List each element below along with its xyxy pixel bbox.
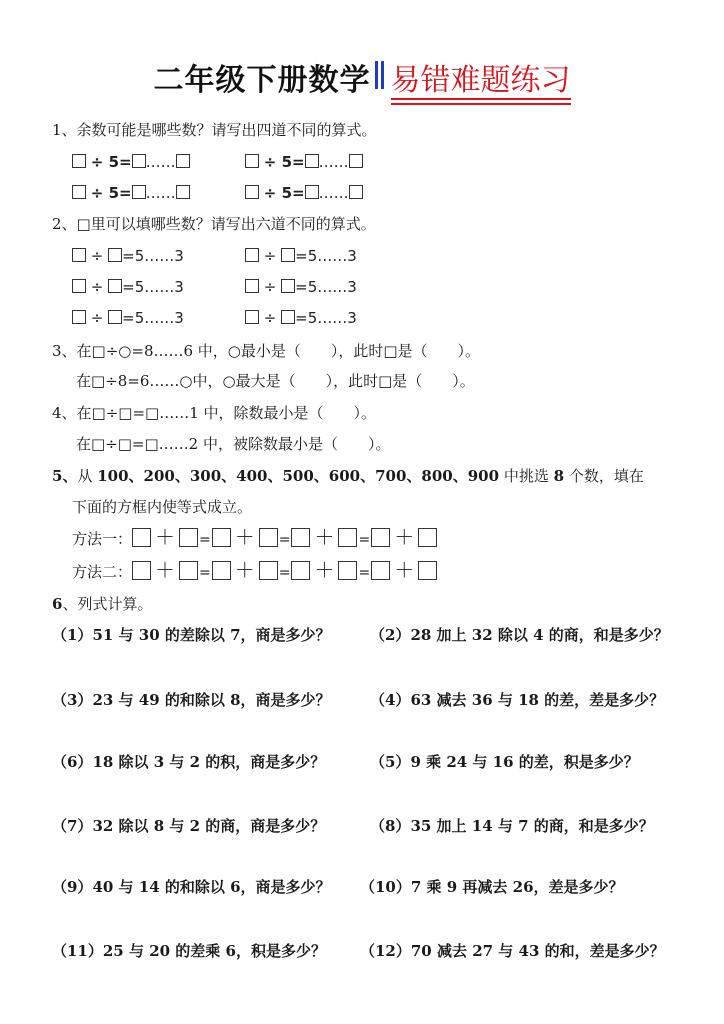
blank-box[interactable] [108,279,122,293]
blank-box[interactable] [72,154,86,168]
q2-prompt: 2、□里可以填哪些数？请写出六道不同的算式。 [52,215,376,233]
blank-box[interactable] [176,154,190,168]
q1-equation: ÷ 5= …… [72,183,190,203]
blank-box[interactable] [259,561,278,580]
blank-box[interactable] [72,248,86,262]
q3-line1: 3、在□÷○=8……6 中，○最小是（ ），此时□是（ ）。 [52,342,481,360]
q6-item-7: （7）32 除以 8 与 2 的商，商是多少？ [52,817,326,835]
blank-box[interactable] [108,310,122,324]
blank-box[interactable] [349,154,363,168]
q6-item-5: （5）9 乘 24 与 16 的差，积是多少？ [370,753,639,771]
title-grade: 二年级下册数学 [153,63,371,98]
blank-box[interactable] [245,310,259,324]
q4-line2: 在□÷□=□……2 中，被除数最小是（ ）。 [76,435,391,453]
blank-box[interactable] [281,248,295,262]
blank-box[interactable] [291,561,310,580]
blank-box[interactable] [291,528,310,547]
q5-method2: 方法二： ＋ = ＋ = ＋ = ＋ [72,560,437,583]
blank-box[interactable] [132,528,151,547]
blank-box[interactable] [418,561,437,580]
q1-prompt: 1、余数可能是哪些数？请写出四道不同的算式。 [52,121,377,139]
blank-box[interactable] [245,154,259,168]
blank-box[interactable] [245,248,259,262]
page-title [0,62,724,101]
q1-equation: ÷ 5= …… [245,152,363,172]
q5-method1: 方法一： ＋ = ＋ = ＋ = ＋ [72,527,437,550]
blank-box[interactable] [108,248,122,262]
q6-item-12: （12）70 减去 27 与 43 的和，差是多少？ [360,942,665,960]
q6-item-8: （8）35 加上 14 与 7 的商，和是多少？ [370,817,654,835]
title-topic: 易错难题练习 [390,63,571,98]
blank-box[interactable] [281,310,295,324]
q6-item-11: （11）25 与 20 的差乘 6，积是多少？ [52,942,326,960]
blank-box[interactable] [176,185,190,199]
blank-box[interactable] [212,528,231,547]
q2-equation: ÷ =5……3 [72,246,184,266]
q2-equation: ÷ =5……3 [245,277,357,297]
blank-box[interactable] [72,279,86,293]
q6-item-4: （4）63 减去 36 与 18 的差，差是多少？ [370,691,665,709]
q2-equation: ÷ =5……3 [245,308,357,328]
blank-box[interactable] [305,185,319,199]
blank-box[interactable] [132,185,146,199]
q2-equation: ÷ =5……3 [245,246,357,266]
q5-line2: 下面的方框内使等式成立。 [72,498,253,516]
blank-box[interactable] [418,528,437,547]
q5-line1: 5、从 100、200、300、400、500、600、700、800、900 中挑选 8 个数，填在 [52,467,644,485]
blank-box[interactable] [132,154,146,168]
blank-box[interactable] [259,528,278,547]
q1-equation: ÷ 5= …… [72,152,190,172]
blank-box[interactable] [338,528,357,547]
q2-equation: ÷ =5……3 [72,277,184,297]
blank-box[interactable] [179,528,198,547]
blank-box[interactable] [305,154,319,168]
blank-box[interactable] [371,561,390,580]
blank-box[interactable] [245,185,259,199]
q4-line1: 4、在□÷□=□……1 中，除数最小是（ ）。 [52,404,377,422]
title-divider-bars [375,61,387,99]
blank-box[interactable] [179,561,198,580]
q6-item-2: （2）28 加上 32 除以 4 的商，和是多少？ [370,626,669,644]
q6-item-1: （1）51 与 30 的差除以 7，商是多少？ [52,626,331,644]
blank-box[interactable] [281,279,295,293]
q6-item-6: （6）18 除以 3 与 2 的积，商是多少？ [52,753,326,771]
blank-box[interactable] [72,310,86,324]
blank-box[interactable] [338,561,357,580]
q6-item-3: （3）23 与 49 的和除以 8，商是多少？ [52,691,331,709]
q3-line2: 在□÷8=6……○中，○最大是（ ），此时□是（ ）。 [76,372,475,390]
blank-box[interactable] [245,279,259,293]
q6-item-10: （10）7 乘 9 再减去 26，差是多少？ [360,878,624,896]
q1-equation: ÷ 5= …… [245,183,363,203]
blank-box[interactable] [72,185,86,199]
blank-box[interactable] [371,528,390,547]
blank-box[interactable] [212,561,231,580]
blank-box[interactable] [132,561,151,580]
q2-equation: ÷ =5……3 [72,308,184,328]
blank-box[interactable] [349,185,363,199]
q6-heading: 6、列式计算。 [52,595,153,613]
q6-item-9: （9）40 与 14 的和除以 6，商是多少？ [52,878,331,896]
